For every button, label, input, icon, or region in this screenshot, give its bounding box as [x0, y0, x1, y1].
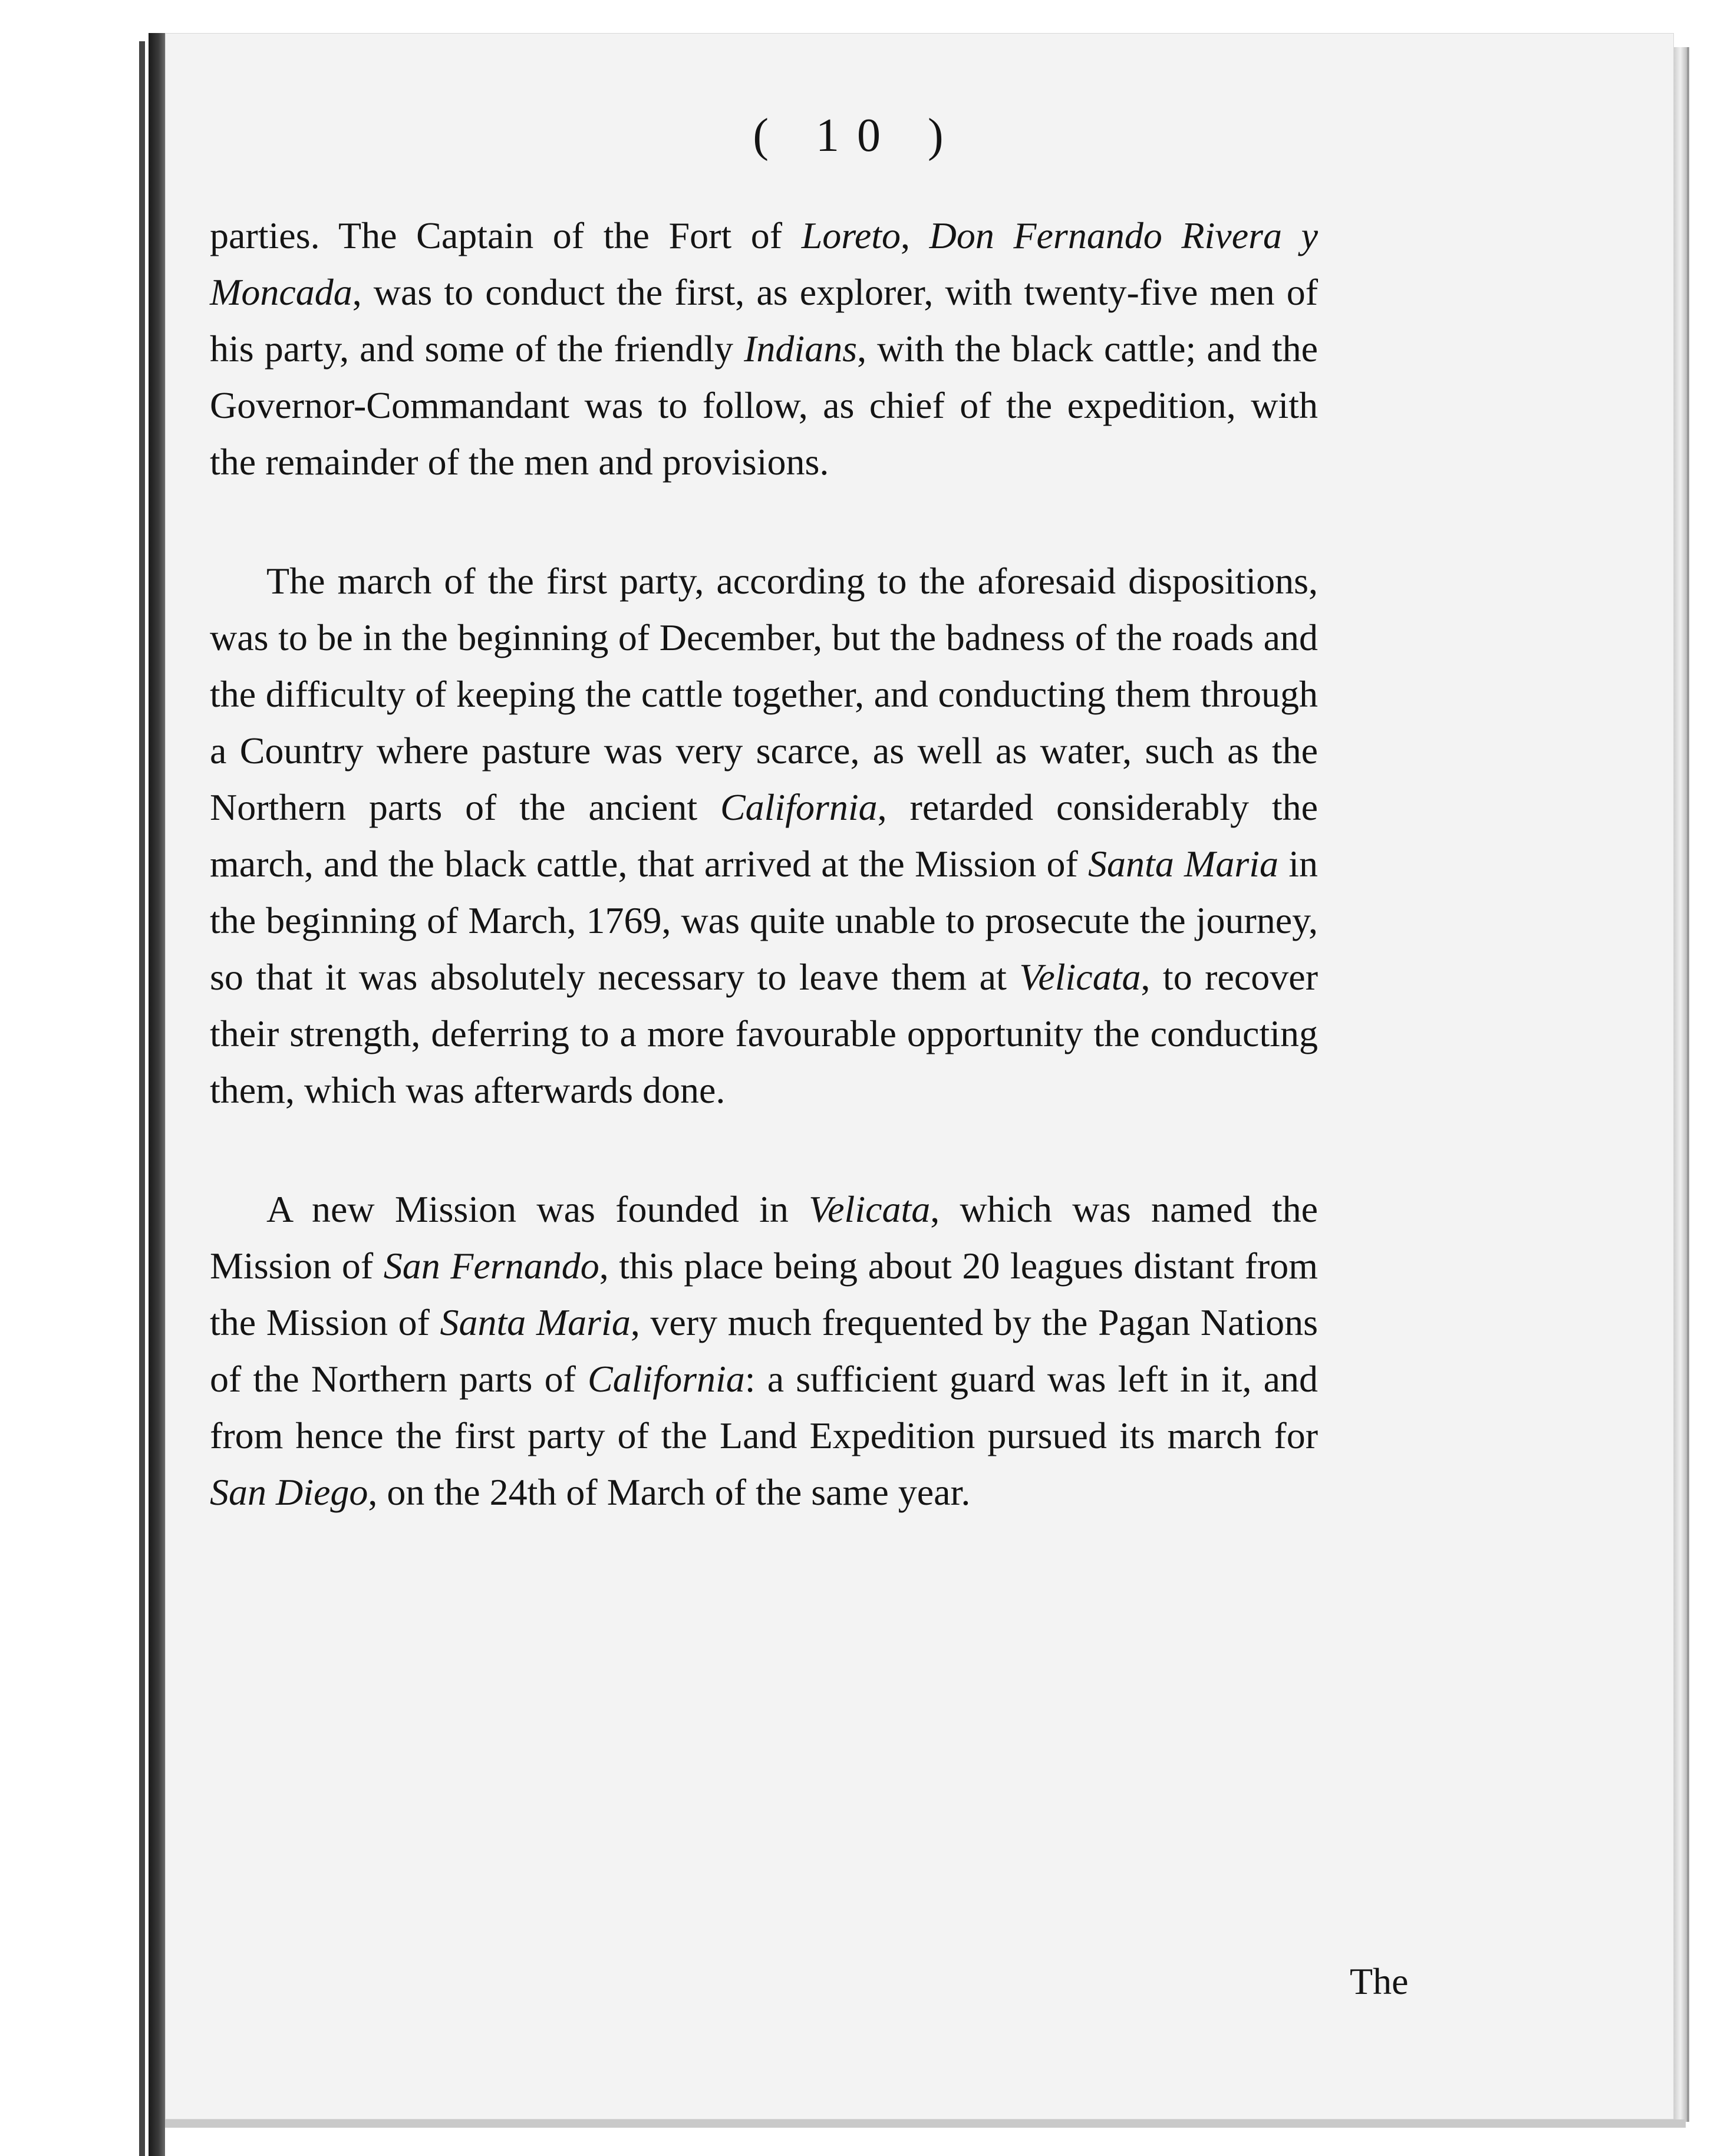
- italic-run: Velicata: [809, 1188, 931, 1230]
- text-run: in the beginning of March, 1769, was quite unable to prosecute the journey, so that it was absolutely necessary to leave them at: [210, 843, 1319, 998]
- text-run: The march of the first party, according to the aforesaid dispositions, was to be in the beginning of December, but the badness of the roads and the difficulty of keeping the cattle together, and conducting them through a Country where pasture was very scarce, as well as water, such as the Northern parts of the ancient: [210, 560, 1318, 828]
- page-fore-edge: [1674, 47, 1689, 2122]
- italic-run: Loreto: [801, 215, 901, 256]
- text-run: , this place being about 20 leagues distant from the Mission of: [210, 1245, 1318, 1343]
- paragraph-1: [210, 207, 1318, 490]
- text-run: , with the black cattle; and the Governor-Commandant was to follow, as chief of the expedition, with the remainder of the men and provisions.: [210, 328, 1319, 483]
- book-gutter: [149, 33, 165, 2156]
- page-number: ( 10 ): [753, 110, 961, 161]
- text-run: ,: [901, 215, 929, 256]
- text-run: : a sufficient guard was left in it, and from hence the first party of the Land Expedition pursued its march for: [210, 1358, 1318, 1456]
- text-run: , to recover their strength, deferring to a more favourable opportunity the conducting them, which was afterwards done.: [210, 956, 1319, 1111]
- text-run: , very much frequented by the Pagan Nations of the Northern parts of: [210, 1301, 1319, 1400]
- text-run: A new Mission was founded in: [266, 1188, 809, 1230]
- text-run: , retarded considerably the march, and the black cattle, that arrived at the Mission of: [210, 786, 1318, 885]
- catchword: The: [1350, 1960, 1409, 2002]
- italic-run: California: [588, 1358, 745, 1400]
- italic-run: Velicata: [1019, 956, 1141, 998]
- paragraph-3: [210, 1181, 1318, 1521]
- text-run: , which was named the Mission of: [210, 1188, 1318, 1287]
- facing-page-edge: [139, 41, 145, 2156]
- italic-run: Santa Maria: [1088, 843, 1279, 885]
- text-run: parties. The Captain of the Fort of: [210, 215, 802, 256]
- italic-run: Santa Maria: [440, 1301, 631, 1343]
- italic-run: California: [720, 786, 878, 828]
- text-run: , on the 24th of March of the same year.: [368, 1471, 971, 1513]
- page-bottom-edge: [165, 2119, 1686, 2128]
- body-text: [210, 207, 1318, 1521]
- italic-run: Indians: [744, 328, 858, 370]
- italic-run: Don Fernando Rivera y Moncada: [210, 215, 1319, 313]
- italic-run: San Fernando: [383, 1245, 599, 1287]
- text-run: , was to conduct the first, as explorer, with twenty-five men of his party, and some of the friendly: [210, 271, 1318, 370]
- italic-run: San Diego: [210, 1471, 368, 1513]
- paragraph-2: [210, 553, 1318, 1119]
